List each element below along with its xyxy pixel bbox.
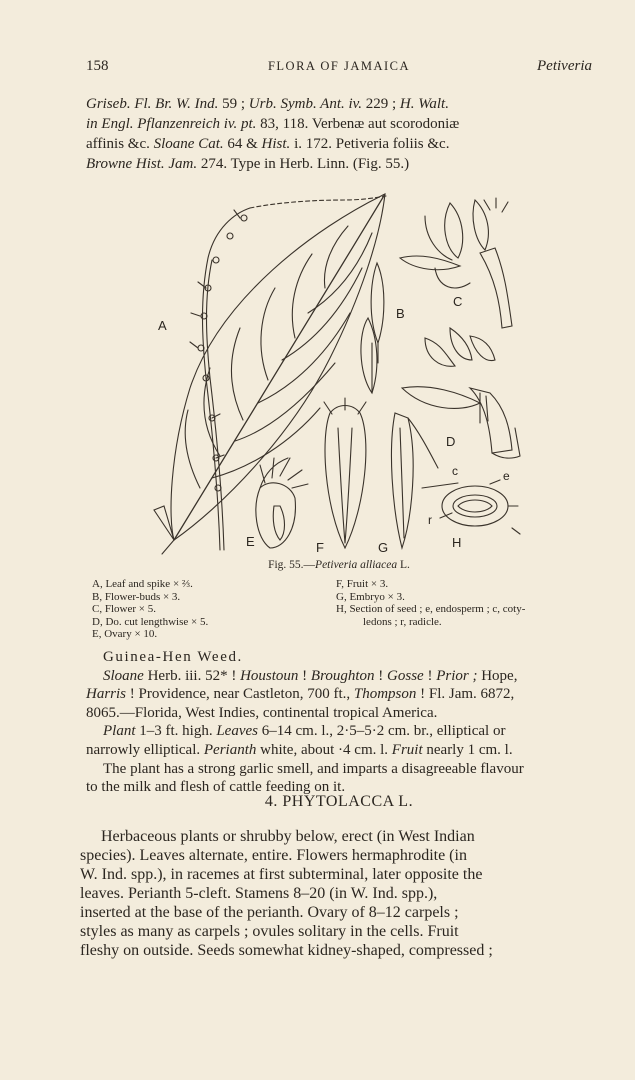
running-genus: Petiveria bbox=[537, 58, 592, 74]
botanical-illustration bbox=[140, 188, 530, 558]
flower-buds-drawing bbox=[361, 263, 384, 393]
text-run: nearly 1 cm. l. bbox=[422, 741, 513, 758]
specimen-line bbox=[86, 685, 592, 704]
description-line bbox=[86, 722, 592, 741]
genus-description-line: styles as many as carpels ; ovules solitary in the cells. Fruit bbox=[80, 923, 459, 940]
text-run: 83, 118. Verbenæ aut scorodoniæ bbox=[256, 116, 460, 132]
genus-heading: 4. PHYTOLACCA L. bbox=[264, 793, 414, 810]
reference-line bbox=[86, 154, 592, 174]
figure-label-a: A bbox=[158, 318, 167, 333]
distribution-line: 8065.—Florida, West Indies, continental tropical America. bbox=[86, 704, 438, 721]
figure-label-endosperm: e bbox=[503, 469, 510, 483]
text-run: i. 172. Petiveria foliis &c. bbox=[290, 136, 450, 152]
italic-text-run: Browne Hist. Jam. bbox=[86, 156, 198, 172]
text-run: 274. Type in Herb. Linn. (Fig. 55.) bbox=[197, 156, 410, 172]
italic-text-run: Griseb. Fl. Br. W. Ind. bbox=[86, 96, 219, 112]
italic-text-run: Houstoun bbox=[240, 667, 299, 684]
text-run: Herb. iii. 52* ! bbox=[143, 667, 241, 684]
legend-item: E, Ovary × 10. bbox=[92, 628, 158, 641]
running-title: FLORA OF JAMAICA bbox=[267, 59, 411, 73]
italic-text-run: Hist. bbox=[261, 136, 291, 152]
reference-line bbox=[86, 114, 592, 134]
genus-description-line: fleshy on outside. Seeds somewhat kidney-shaped, compressed ; bbox=[80, 942, 493, 959]
text-run: ! Providence, near Castleton, 700 ft., bbox=[126, 686, 354, 703]
caption-prefix: Fig. 55.— bbox=[268, 559, 316, 571]
leaf-drawing bbox=[154, 194, 385, 554]
ovary-drawing bbox=[256, 458, 308, 548]
bibliographic-references bbox=[86, 94, 592, 174]
reference-line bbox=[86, 94, 592, 114]
figure-label-f: F bbox=[316, 540, 324, 555]
flower-section-drawing bbox=[402, 328, 520, 458]
figure-label-cotyledons: c bbox=[452, 464, 458, 478]
text-run: 64 & bbox=[223, 136, 262, 152]
figure-label-b: B bbox=[396, 306, 405, 321]
italic-text-run: in Engl. Pflanzenreich iv. pt. bbox=[86, 116, 257, 132]
legend-item: B, Flower-buds × 3. bbox=[92, 590, 181, 603]
description-line bbox=[86, 741, 592, 760]
italic-text-run: Gosse bbox=[387, 667, 424, 684]
genus-description-line: W. Ind. spp.), in racemes at first subterminal, later opposite the bbox=[80, 866, 483, 883]
text-run: ! Fl. Jam. 6872, bbox=[416, 686, 515, 703]
note-line: to the milk and flesh of cattle feeding on it. bbox=[86, 779, 346, 796]
page-number: 158 bbox=[86, 58, 109, 74]
figure-label-g: G bbox=[378, 540, 389, 555]
specimen-line bbox=[86, 667, 592, 686]
italic-text-run: H. Walt. bbox=[399, 96, 449, 112]
legend-item: H, Section of seed ; e, endosperm ; c, coty- bbox=[336, 603, 526, 616]
italic-text-run: Urb. Symb. Ant. iv. bbox=[248, 96, 362, 112]
text-run: ! bbox=[298, 667, 311, 684]
caption-species: Petiveria alliacea bbox=[315, 559, 398, 571]
caption-suffix: L. bbox=[397, 559, 410, 571]
page-header bbox=[86, 58, 592, 80]
legend-right-column bbox=[336, 578, 592, 628]
figure-label-d: D bbox=[446, 434, 456, 449]
legend-item: F, Fruit × 3. bbox=[336, 578, 389, 590]
figure-label-e: E bbox=[246, 534, 255, 549]
genus-description-line: leaves. Perianth 5-cleft. Stamens 8–20 (in W. Ind. spp.), bbox=[80, 885, 438, 902]
text-run: Hope, bbox=[477, 667, 518, 684]
text-run: 1–3 ft. high. bbox=[135, 723, 217, 740]
reference-line bbox=[86, 134, 592, 154]
text-run: 229 ; bbox=[361, 96, 400, 112]
legend-item: ledons ; r, radicle. bbox=[363, 615, 442, 628]
genus-description bbox=[80, 827, 586, 960]
legend-left-column bbox=[92, 578, 332, 641]
text-run: affinis &c. bbox=[86, 136, 154, 152]
legend-item: C, Flower × 5. bbox=[92, 603, 156, 616]
italic-text-run: Prior ; bbox=[436, 667, 478, 684]
embryo-drawing bbox=[391, 413, 438, 548]
text-run: ! bbox=[374, 667, 388, 684]
italic-text-run: Plant bbox=[103, 723, 136, 740]
italic-text-run: Sloane bbox=[103, 667, 144, 684]
text-run: 6–14 cm. l., 2·5–5·2 cm. br., elliptical or bbox=[258, 723, 506, 740]
genus-description-line: species). Leaves alternate, entire. Flowers hermaphrodite (in bbox=[80, 847, 467, 864]
genus-description-line: inserted at the base of the perianth. Ovary of 8–12 carpels ; bbox=[80, 904, 459, 921]
flower-spike-drawing bbox=[190, 196, 386, 550]
fruit-drawing bbox=[324, 398, 366, 548]
figure-label-h: H bbox=[452, 535, 462, 550]
genus-description-line: Herbaceous plants or shrubby below, erect (in West Indian bbox=[101, 828, 475, 845]
text-run: white, about ·4 cm. l. bbox=[256, 741, 392, 758]
figure-label-c: C bbox=[453, 294, 463, 309]
legend-item: D, Do. cut lengthwise × 5. bbox=[92, 615, 209, 628]
legend-item: G, Embryo × 3. bbox=[336, 590, 405, 603]
text-run: 59 ; bbox=[218, 96, 249, 112]
italic-text-run: Fruit bbox=[391, 741, 423, 758]
italic-text-run: Thompson bbox=[353, 686, 417, 703]
text-run: ! bbox=[423, 667, 437, 684]
species-account bbox=[86, 648, 592, 797]
figure-caption bbox=[86, 559, 592, 571]
italic-text-run: Harris bbox=[86, 686, 127, 703]
common-name: Guinea-Hen Weed. bbox=[103, 649, 243, 665]
note-line: The plant has a strong garlic smell, and imparts a disagreeable flavour bbox=[103, 760, 524, 777]
italic-text-run: Leaves bbox=[216, 723, 258, 740]
italic-text-run: Broughton bbox=[310, 667, 375, 684]
legend-item: A, Leaf and spike × ⅔. bbox=[92, 578, 193, 590]
seed-section-drawing bbox=[422, 480, 520, 534]
text-run: narrowly elliptical. bbox=[86, 741, 204, 758]
italic-text-run: Perianth bbox=[203, 741, 257, 758]
italic-text-run: Sloane Cat. bbox=[153, 136, 224, 152]
figure-label-radicle: r bbox=[428, 513, 432, 527]
